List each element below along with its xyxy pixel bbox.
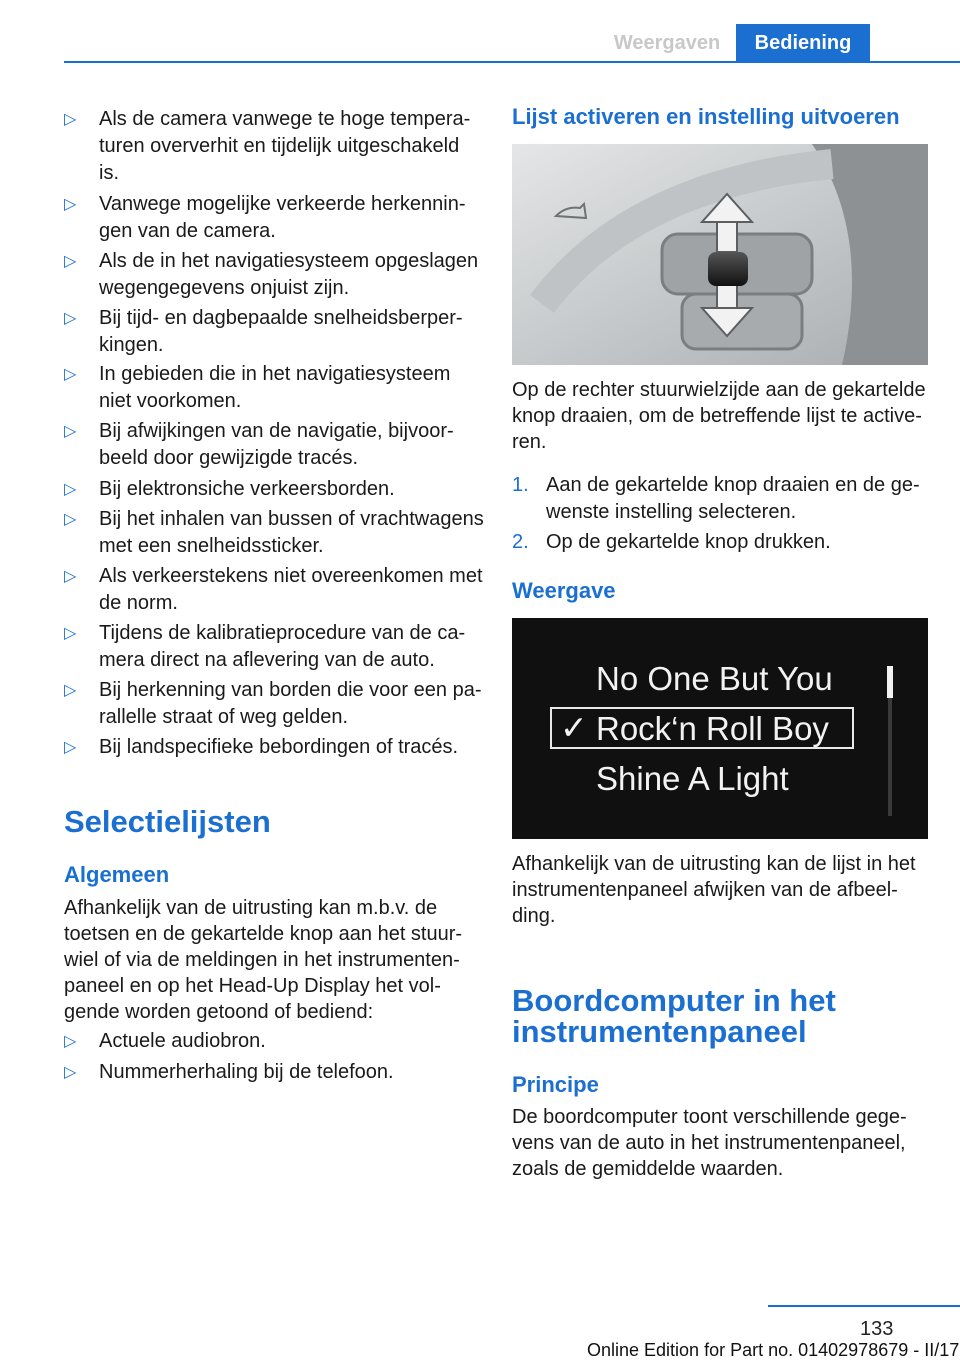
display-item-selected: Rock‘n Roll Boy (596, 710, 829, 747)
triangle-bullet-icon: ▷ (64, 253, 77, 270)
section-title: Selectielijsten (64, 804, 271, 839)
triangle-bullet-icon: ▷ (64, 511, 77, 528)
triangle-bullet-icon: ▷ (64, 111, 77, 128)
tab-weergaven: Weergaven (613, 32, 721, 54)
scrollbar-thumb (887, 666, 893, 698)
triangle-bullet-icon: ▷ (64, 568, 77, 585)
principle-paragraph: De boordcomputer toont verschillende gegevens van de auto in het instrumentenpaneel, zoals de gemiddelde waarden. (512, 1106, 907, 1180)
triangle-bullet-icon: ▷ (64, 481, 77, 498)
display-paragraph: Afhankelijk van de uitrusting kan de lijst in het instrumentenpaneel afwijken van de afbeelding. (512, 853, 916, 927)
activate-paragraph: Op de rechter stuurwielzijde aan de gekartelde knop draaien, om de betreffende lijst te activeren. (512, 379, 926, 453)
heading-activate: Lijst activeren en instelling uitvoeren (512, 104, 900, 129)
heading-display: Weergave (512, 578, 616, 603)
triangle-bullet-icon: ▷ (64, 1064, 77, 1081)
instrument-display-image (512, 618, 928, 839)
header-rule (64, 61, 960, 63)
triangle-bullet-icon: ▷ (64, 196, 77, 213)
display-item: No One But You (596, 660, 833, 697)
triangle-bullet-icon: ▷ (64, 625, 77, 642)
triangle-bullet-icon: ▷ (64, 423, 77, 440)
subsection-title: Algemeen (64, 862, 170, 887)
footer-rule (768, 1305, 960, 1307)
tab-bediening: Bediening (736, 24, 870, 62)
triangle-bullet-icon: ▷ (64, 739, 77, 756)
triangle-bullet-icon: ▷ (64, 1033, 77, 1050)
edition-note: Online Edition for Part no. 01402978679 - II/17 (587, 1340, 960, 1360)
check-icon: ✓ (560, 709, 588, 746)
section-title-line1: Boordcomputer in het (512, 983, 836, 1018)
intro-paragraph: Afhankelijk van de uitrusting kan m.b.v. de toetsen en de gekartelde knop aan het stuurwiel of via de meldingen in het instrumentenpaneel en op het Head-Up Display het volgende worden getoond of bediend: (64, 897, 463, 1023)
triangle-bullet-icon: ▷ (64, 310, 77, 327)
section-title-line2: instrumentenpaneel (512, 1014, 807, 1049)
triangle-bullet-icon: ▷ (64, 682, 77, 699)
triangle-bullet-icon: ▷ (64, 366, 77, 383)
page-number: 133 (860, 1318, 894, 1340)
steering-wheel-image (512, 144, 928, 365)
display-item: Shine A Light (596, 760, 789, 797)
subsection-title: Principe (512, 1072, 599, 1097)
